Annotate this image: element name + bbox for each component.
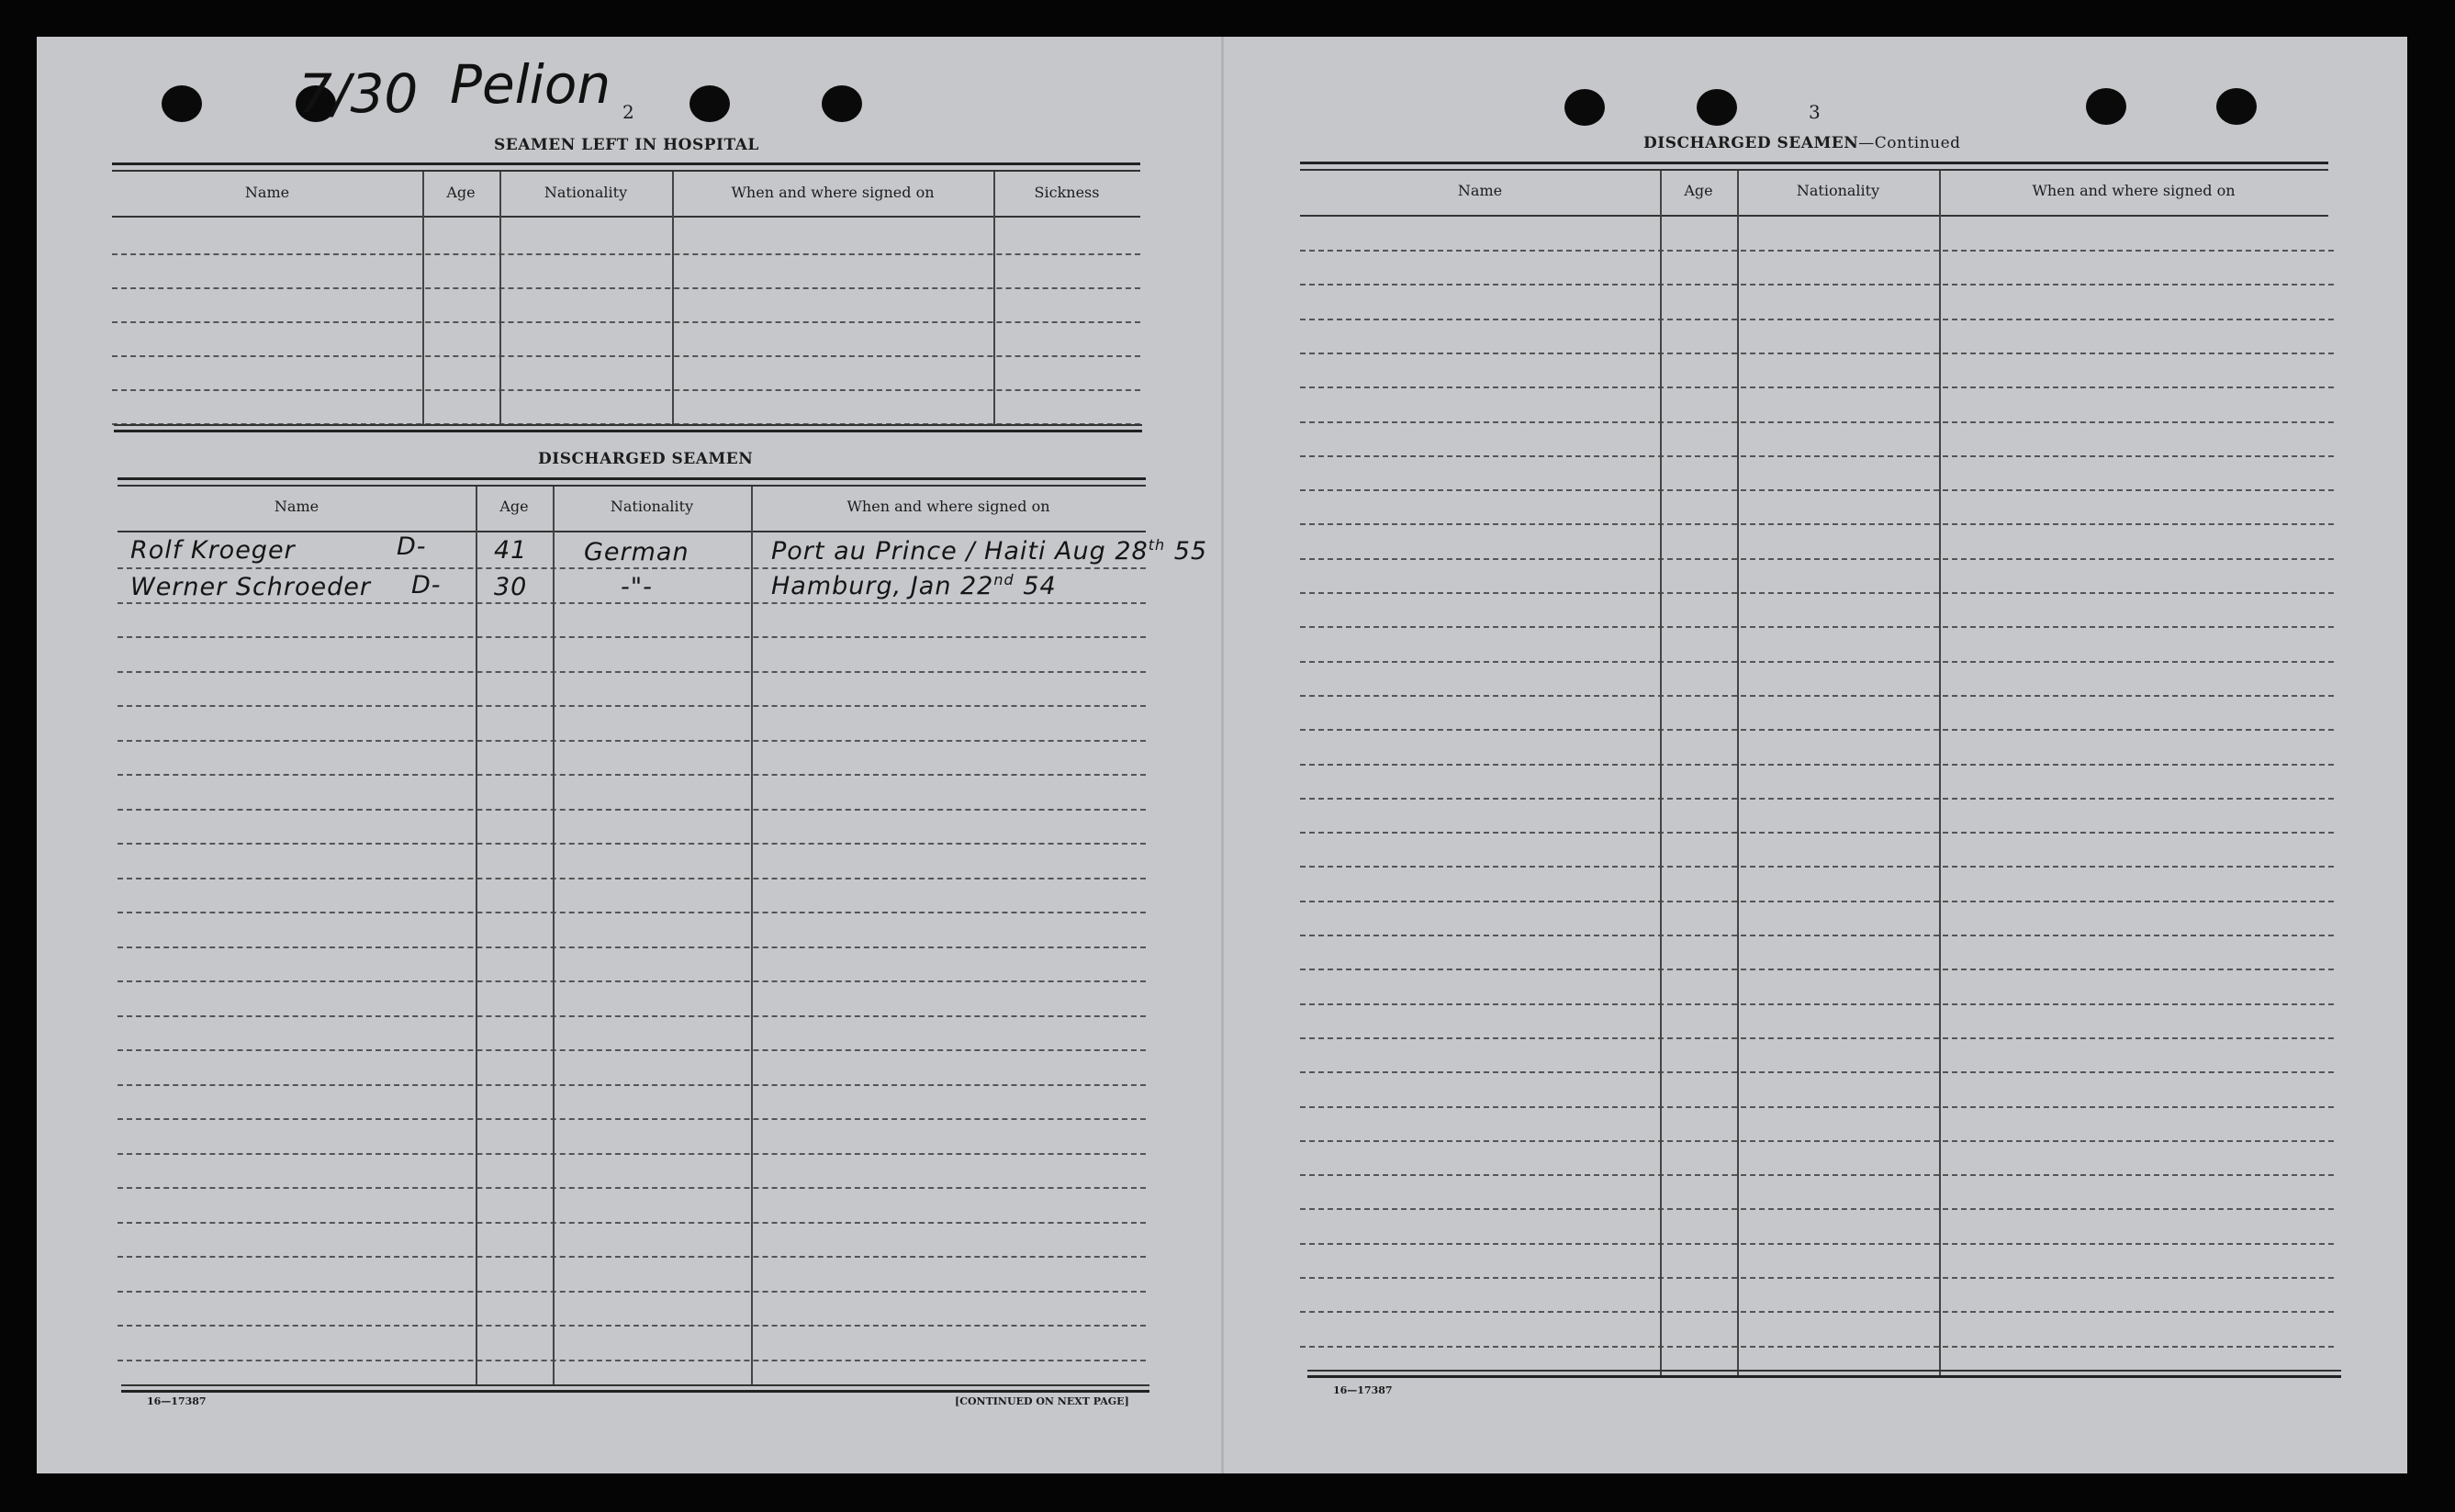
entry-signed-on-text: Hamburg, Jan 22 [771,572,994,600]
ruled-line [118,602,1146,604]
ruled-line [118,1153,1146,1155]
ruled-line [1300,1346,2334,1348]
header-rule [1300,215,2328,217]
ruled-line [1300,1106,2334,1108]
header-rule [112,216,1140,218]
section-title-suffix: —Continued [1858,134,1961,152]
ruled-line [1300,353,2334,354]
ruled-line [1300,1003,2334,1005]
ruled-line [1300,764,2334,766]
column-header-signed-on: When and where signed on [2032,182,2236,199]
ruled-line [118,946,1146,948]
entry-year: 54 [1023,572,1057,600]
column-divider [553,487,555,1386]
table-bottom-rule [121,1390,1149,1393]
ruled-line [118,636,1146,638]
table-top-rule [112,162,1140,165]
column-header-age: Age [499,498,529,515]
punch-hole [1564,89,1605,126]
section-title-text: DISCHARGED SEAMEN [1643,134,1859,152]
ruled-line [1300,421,2334,423]
entry-name: Rolf Kroeger [130,536,296,565]
table-top-rule [118,477,1146,480]
punch-hole [162,85,202,122]
ruled-line [1300,284,2334,286]
entry-year: 55 [1173,537,1208,566]
ruled-line [1300,250,2334,252]
ruled-line [112,355,1140,357]
ruled-line [118,843,1146,845]
table-top-rule [1300,169,2328,171]
table-top-rule [118,485,1146,487]
column-divider [1939,171,1941,1375]
table-top-rule [112,170,1140,172]
ruled-line [118,809,1146,811]
ruled-line [118,567,1146,569]
ruled-line [1300,592,2334,594]
punch-hole [1697,89,1737,126]
ruled-line [1300,832,2334,834]
ruled-line [118,878,1146,879]
continued-section-title [1643,134,1961,152]
entry-nationality: German [584,538,689,566]
column-header-signed-on: When and where signed on [731,184,935,201]
handwritten-annotation-number: 7/30 [298,62,419,125]
page-number: 3 [1809,101,1821,123]
entry-ordinal: th [1148,536,1166,554]
ruled-line [1300,1037,2334,1039]
ruled-line [1300,319,2334,320]
ruled-line [1300,455,2334,457]
table-bottom-rule [1307,1370,2341,1372]
punch-hole [2216,88,2257,125]
entry-age: 30 [494,573,528,601]
table-bottom-rule [1307,1375,2341,1378]
ruled-line [1300,901,2334,902]
ruled-line [118,1084,1146,1086]
ruled-line [118,705,1146,707]
ruled-line [1300,1311,2334,1313]
ruled-line [1300,1174,2334,1176]
page-number: 2 [622,101,634,123]
column-header-age: Age [1684,182,1713,199]
discharged-section-title: DISCHARGED SEAMEN [538,450,754,468]
column-header-nationality: Nationality [1796,182,1880,199]
column-header-name: Name [1457,182,1503,199]
column-header-name: Name [274,498,319,515]
table-bottom-rule [114,424,1142,426]
entry-mark: D- [411,571,442,599]
continued-note: [CONTINUED ON NEXT PAGE] [955,1395,1129,1407]
table-bottom-rule [121,1384,1149,1386]
ruled-line [1300,1140,2334,1142]
ruled-line [118,1256,1146,1258]
punch-hole [822,85,862,122]
ruled-line [1300,695,2334,697]
page-fold [1221,37,1224,1473]
ruled-line [112,389,1140,391]
ruled-line [1300,1071,2334,1073]
ruled-line [118,671,1146,673]
hospital-section-title: SEAMEN LEFT IN HOSPITAL [494,136,759,154]
ruled-line [1300,1243,2334,1245]
punch-hole [2086,88,2126,125]
ruled-line [118,1015,1146,1017]
entry-signed-on [771,536,1207,566]
entry-nationality: -"- [621,573,653,601]
entry-ordinal: nd [993,571,1015,588]
entry-signed-on-text: Port au Prince / Haiti Aug 28 [771,537,1149,566]
ruled-line [1300,798,2334,800]
column-header-age: Age [446,184,476,201]
ruled-line [1300,626,2334,628]
ruled-line [1300,729,2334,731]
ruled-line [118,1325,1146,1327]
ruled-line [112,287,1140,289]
table-top-rule [1300,162,2328,164]
column-divider [499,172,501,424]
column-header-sickness: Sickness [1034,184,1100,201]
entry-mark: D- [397,532,427,561]
handwritten-annotation-word: Pelion [450,53,611,116]
ruled-line [1300,866,2334,868]
ruled-line [118,1360,1146,1361]
column-divider [1737,171,1739,1375]
column-header-name: Name [244,184,290,201]
column-divider [672,172,674,424]
ruled-line [1300,1208,2334,1210]
ruled-line [112,321,1140,323]
form-number: 16—17387 [147,1395,207,1407]
ruled-line [118,740,1146,742]
punch-hole [689,85,730,122]
ruled-line [118,1118,1146,1120]
ruled-line [118,774,1146,776]
ruled-line [1300,1277,2334,1279]
ruled-line [1300,386,2334,388]
ruled-line [1300,935,2334,936]
column-header-signed-on: When and where signed on [846,498,1050,515]
ruled-line [1300,558,2334,560]
ruled-line [112,253,1140,255]
column-divider [751,487,753,1386]
ruled-line [1300,489,2334,491]
ruled-line [118,980,1146,982]
ruled-line [118,1222,1146,1224]
column-header-nationality: Nationality [610,498,694,515]
ruled-line [1300,969,2334,970]
form-number: 16—17387 [1333,1384,1393,1396]
header-rule [118,531,1146,532]
column-divider [476,487,477,1386]
column-divider [1660,171,1662,1375]
ruled-line [1300,661,2334,663]
column-divider [993,172,995,424]
entry-signed-on [771,571,1057,600]
column-divider [422,172,424,424]
ruled-line [1300,523,2334,525]
ruled-line [118,1049,1146,1051]
entry-name: Werner Schroeder [130,573,371,601]
column-header-nationality: Nationality [544,184,628,201]
ruled-line [118,912,1146,913]
entry-age: 41 [494,536,528,565]
ruled-line [118,1291,1146,1293]
ruled-line [118,1187,1146,1189]
table-bottom-rule [114,430,1142,432]
